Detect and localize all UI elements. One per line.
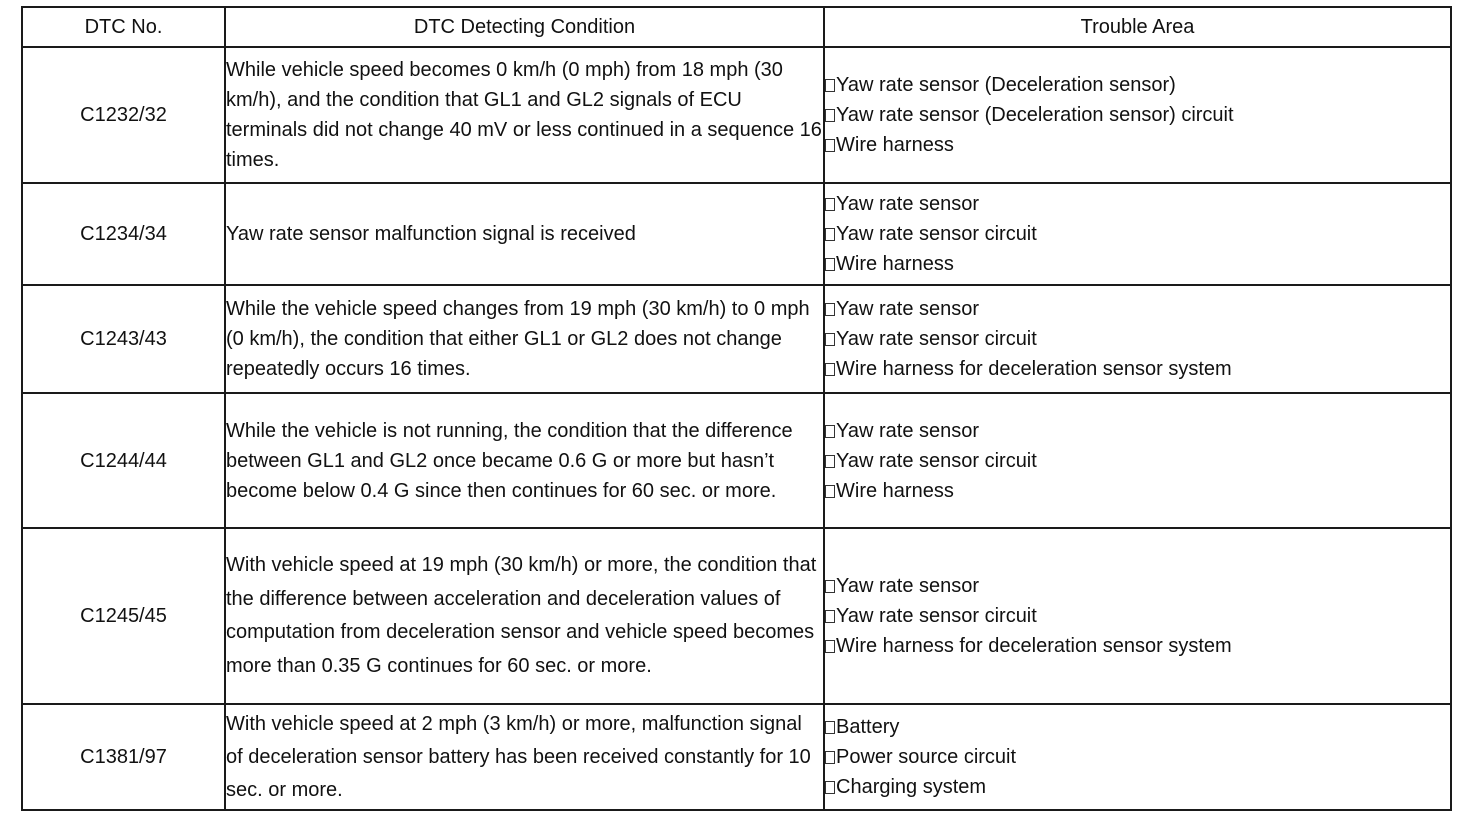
- detecting-condition: While the vehicle speed changes from 19 mph (30 km/h) to 0 mph (0 km/h), the condition that either GL1 or GL2 does not change repeatedly occurs 16 times.: [225, 285, 824, 393]
- checkbox-icon: [825, 79, 835, 92]
- dtc-code: C1243/43: [22, 285, 225, 393]
- detecting-condition: While the vehicle is not running, the condition that the difference between GL1 and GL2 once became 0.6 G or more but hasn’t become below 0.4 G since then continues for 60 sec. or more.: [225, 393, 824, 528]
- header-trouble-area: Trouble Area: [824, 7, 1451, 47]
- trouble-area-item: Wire harness for deceleration sensor system: [825, 354, 1450, 384]
- trouble-area-list: [824, 704, 1451, 810]
- trouble-area-item: Yaw rate sensor: [825, 189, 1450, 219]
- table-row: [22, 47, 1451, 183]
- trouble-area-item: Yaw rate sensor circuit: [825, 324, 1450, 354]
- trouble-area-item: Battery: [825, 712, 1450, 742]
- table-row: [22, 704, 1451, 810]
- header-dtc-no: DTC No.: [22, 7, 225, 47]
- checkbox-icon: [825, 333, 835, 346]
- trouble-area-list: [824, 285, 1451, 393]
- trouble-area-item: Wire harness for deceleration sensor system: [825, 631, 1450, 661]
- checkbox-icon: [825, 751, 835, 764]
- checkbox-icon: [825, 781, 835, 794]
- checkbox-icon: [825, 610, 835, 623]
- table-row: [22, 183, 1451, 285]
- table-header-row: [22, 7, 1451, 47]
- table-row: [22, 393, 1451, 528]
- dtc-code: C1244/44: [22, 393, 225, 528]
- trouble-area-list: [824, 47, 1451, 183]
- dtc-code: C1381/97: [22, 704, 225, 810]
- checkbox-icon: [825, 425, 835, 438]
- checkbox-icon: [825, 228, 835, 241]
- trouble-area-item: Wire harness: [825, 476, 1450, 506]
- checkbox-icon: [825, 363, 835, 376]
- dtc-code: C1232/32: [22, 47, 225, 183]
- trouble-area-item: Yaw rate sensor: [825, 416, 1450, 446]
- checkbox-icon: [825, 455, 835, 468]
- trouble-area-item: Power source circuit: [825, 742, 1450, 772]
- trouble-area-list: [824, 528, 1451, 704]
- table-row: [22, 528, 1451, 704]
- trouble-area-item: Charging system: [825, 772, 1450, 802]
- detecting-condition: With vehicle speed at 19 mph (30 km/h) or more, the condition that the difference between acceleration and deceleration values of computation from deceleration sensor and vehicle speed becomes more than 0.35 G continues for 60 sec. or more.: [225, 528, 824, 704]
- trouble-area-item: Yaw rate sensor (Deceleration sensor): [825, 70, 1450, 100]
- dtc-code: C1234/34: [22, 183, 225, 285]
- trouble-area-item: Wire harness: [825, 130, 1450, 160]
- trouble-area-item: Wire harness: [825, 249, 1450, 279]
- table-row: [22, 285, 1451, 393]
- trouble-area-item: Yaw rate sensor: [825, 571, 1450, 601]
- checkbox-icon: [825, 485, 835, 498]
- header-condition: DTC Detecting Condition: [225, 7, 824, 47]
- trouble-area-item: Yaw rate sensor circuit: [825, 219, 1450, 249]
- trouble-area-item: Yaw rate sensor circuit: [825, 446, 1450, 476]
- trouble-area-item: Yaw rate sensor: [825, 294, 1450, 324]
- checkbox-icon: [825, 640, 835, 653]
- checkbox-icon: [825, 258, 835, 271]
- checkbox-icon: [825, 721, 835, 734]
- dtc-table: [21, 6, 1452, 811]
- checkbox-icon: [825, 198, 835, 211]
- trouble-area-list: [824, 393, 1451, 528]
- detecting-condition: Yaw rate sensor malfunction signal is received: [225, 183, 824, 285]
- detecting-condition: With vehicle speed at 2 mph (3 km/h) or more, malfunction signal of deceleration sensor battery has been received constantly for 10 sec. or more.: [225, 704, 824, 810]
- checkbox-icon: [825, 303, 835, 316]
- dtc-code: C1245/45: [22, 528, 225, 704]
- checkbox-icon: [825, 139, 835, 152]
- trouble-area-list: [824, 183, 1451, 285]
- checkbox-icon: [825, 580, 835, 593]
- trouble-area-item: Yaw rate sensor (Deceleration sensor) circuit: [825, 100, 1450, 130]
- detecting-condition: While vehicle speed becomes 0 km/h (0 mph) from 18 mph (30 km/h), and the condition that GL1 and GL2 signals of ECU terminals did not change 40 mV or less continued in a sequence 16 times.: [225, 47, 824, 183]
- trouble-area-item: Yaw rate sensor circuit: [825, 601, 1450, 631]
- checkbox-icon: [825, 109, 835, 122]
